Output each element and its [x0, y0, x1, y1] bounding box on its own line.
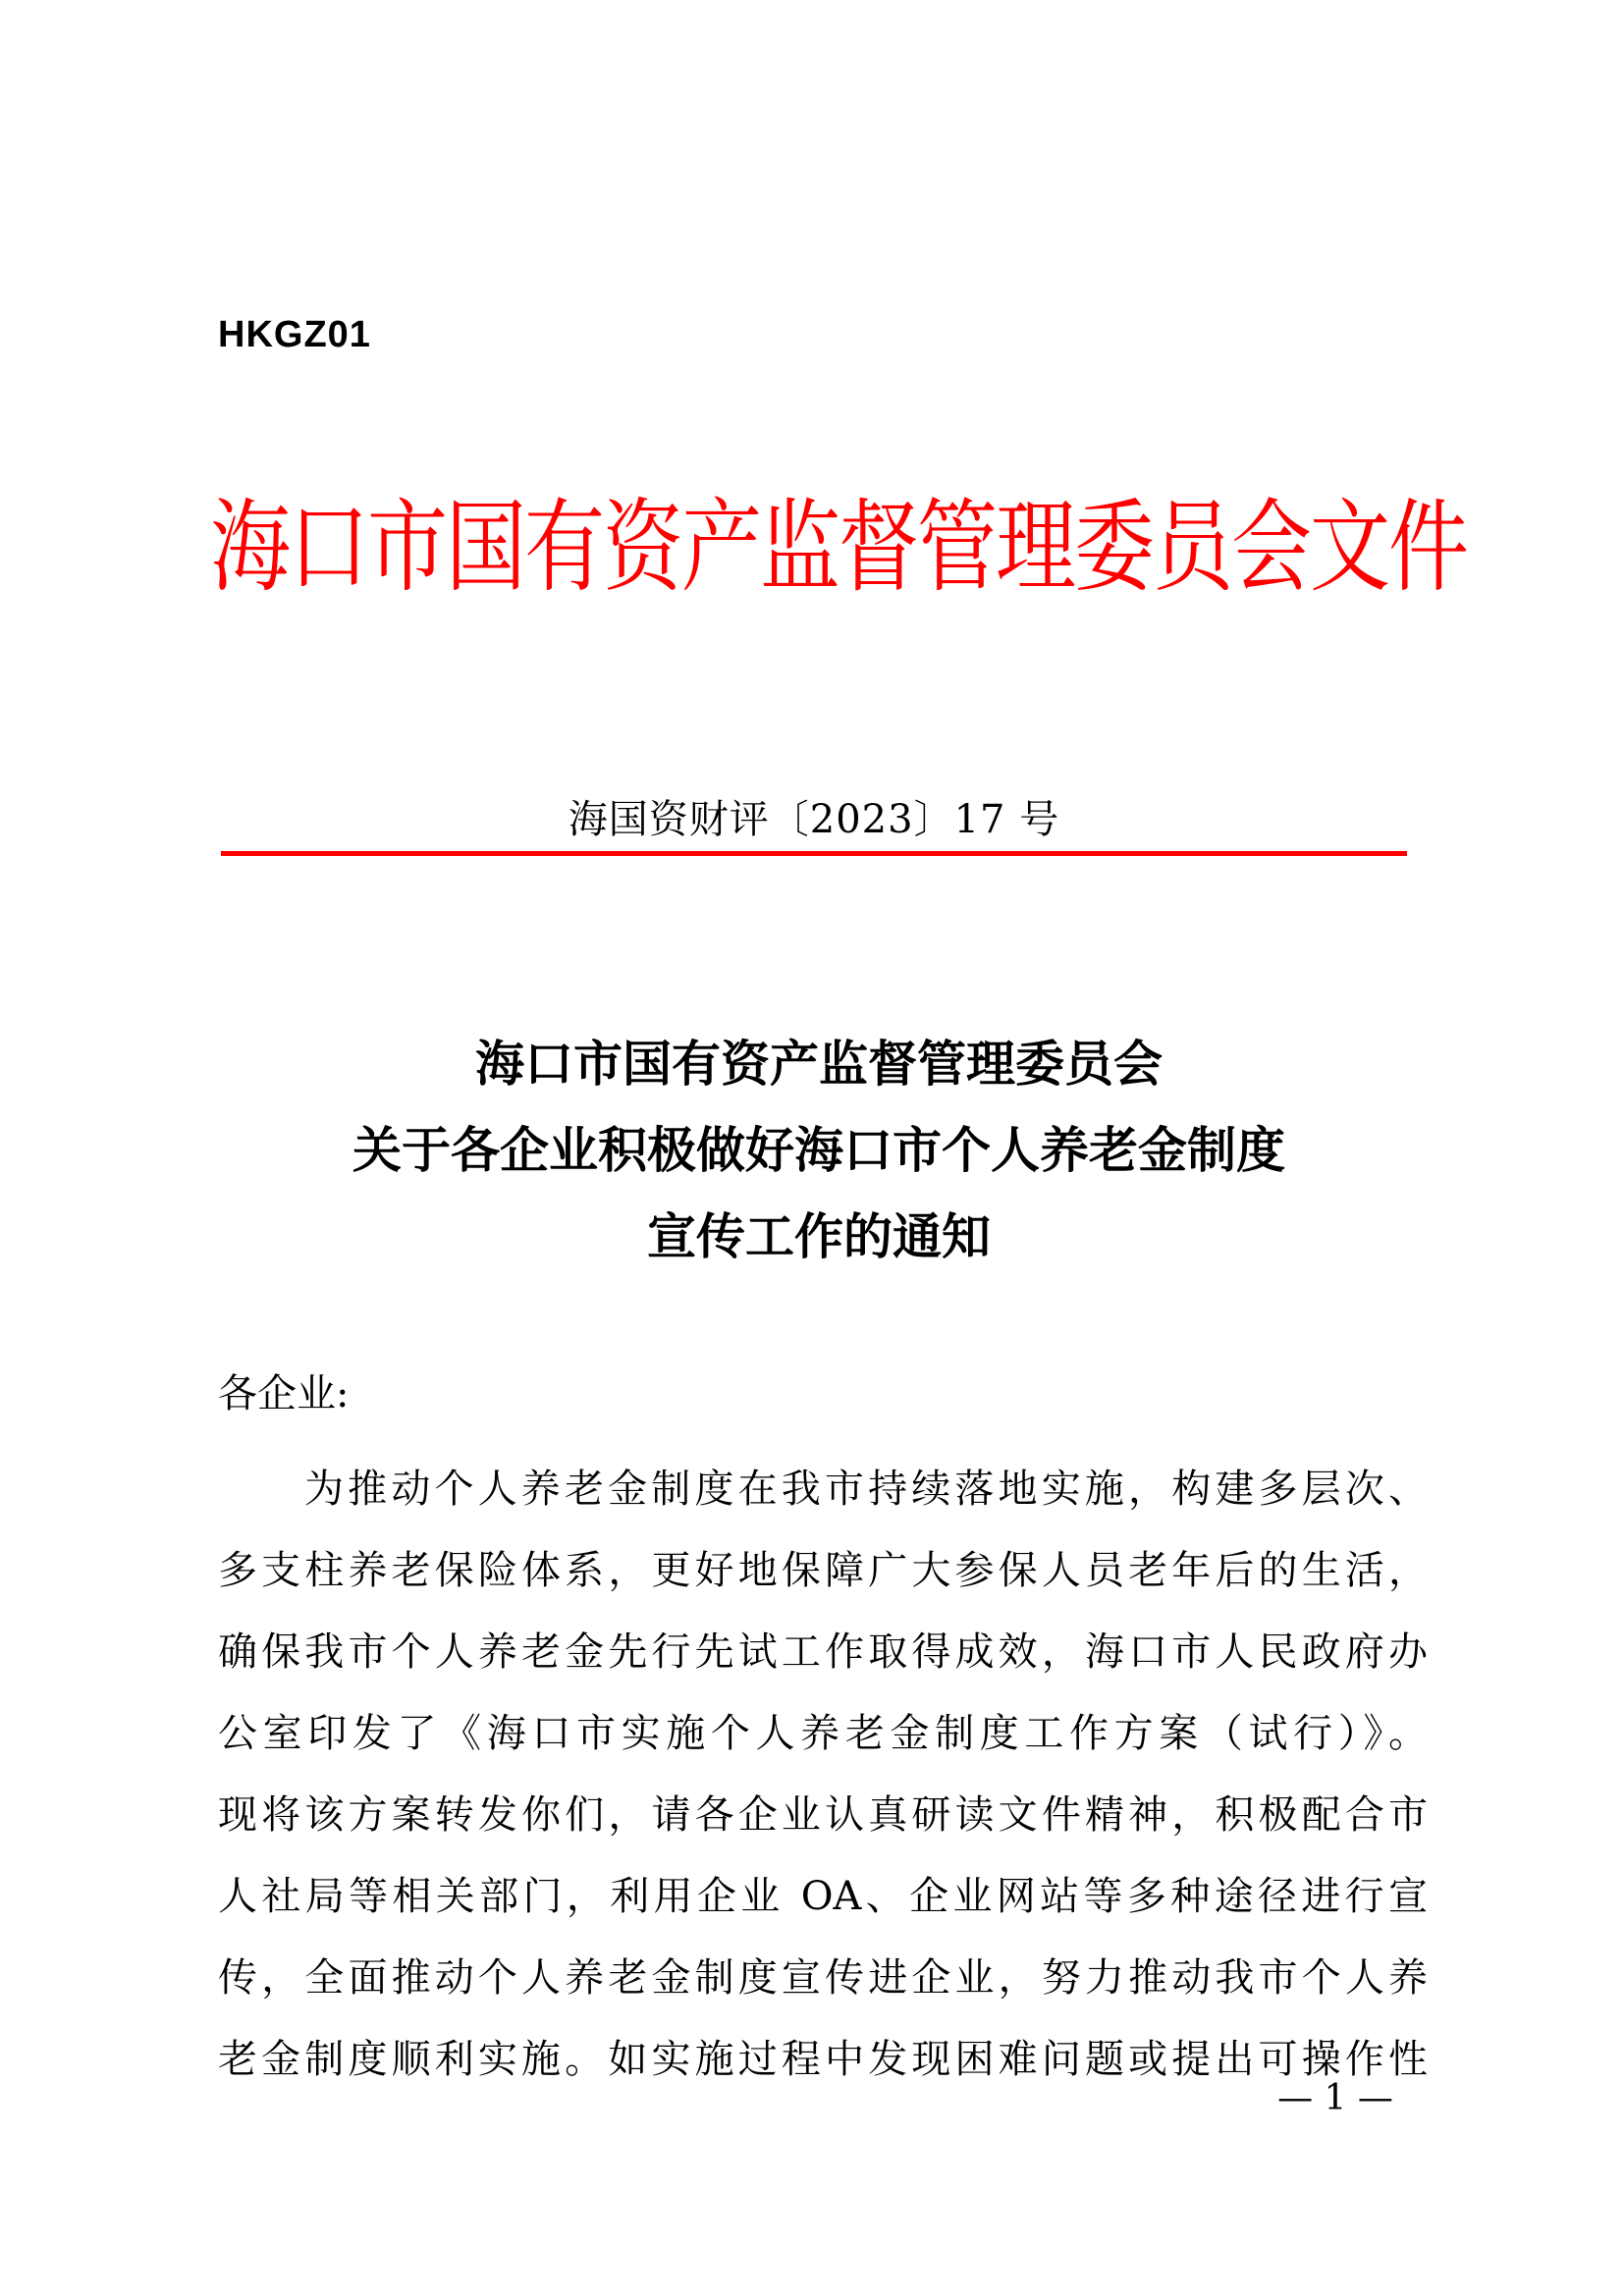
body-paragraph	[218, 1449, 1428, 2101]
document-number: 海国资财评〔2023〕17 号	[568, 797, 1060, 842]
body-line: 公室印发了《海口市实施个人养老金制度工作方案（试行）》。	[218, 1711, 1428, 1756]
body-line: 确保我市个人养老金先行先试工作取得成效，海口市人民政府办	[218, 1629, 1428, 1675]
notice-title	[210, 1021, 1428, 1280]
body-line: 为推动个人养老金制度在我市持续落地实施，构建多层次、	[304, 1467, 1428, 1512]
salutation: 各企业:	[218, 1371, 350, 1416]
body-line: 多支柱养老保险体系，更好地保障广大参保人员老年后的生活，	[218, 1548, 1428, 1593]
body-line: 人社局等相关部门，利用企业 OA、企业网站等多种途径进行宣	[218, 1874, 1428, 1919]
masthead-title: 海口市国有资产监督管理委员会文件	[210, 489, 1468, 607]
body-line: 老金制度顺利实施。如实施过程中发现困难问题或提出可操作性	[218, 2037, 1428, 2082]
title-line: 海口市国有资产监督管理委员会	[475, 1035, 1163, 1093]
title-line: 宣传工作的通知	[647, 1207, 991, 1265]
body-line: 现将该方案转发你们，请各企业认真研读文件精神，积极配合市	[218, 1792, 1428, 1838]
document-code: HKGZ01	[218, 314, 371, 355]
page-number: — 1 —	[1277, 2078, 1393, 2118]
body-line: 传，全面推动个人养老金制度宣传进企业，努力推动我市个人养	[218, 1955, 1428, 2001]
red-separator-rule	[221, 851, 1407, 856]
title-line: 关于各企业积极做好海口市个人养老金制度	[352, 1121, 1285, 1179]
